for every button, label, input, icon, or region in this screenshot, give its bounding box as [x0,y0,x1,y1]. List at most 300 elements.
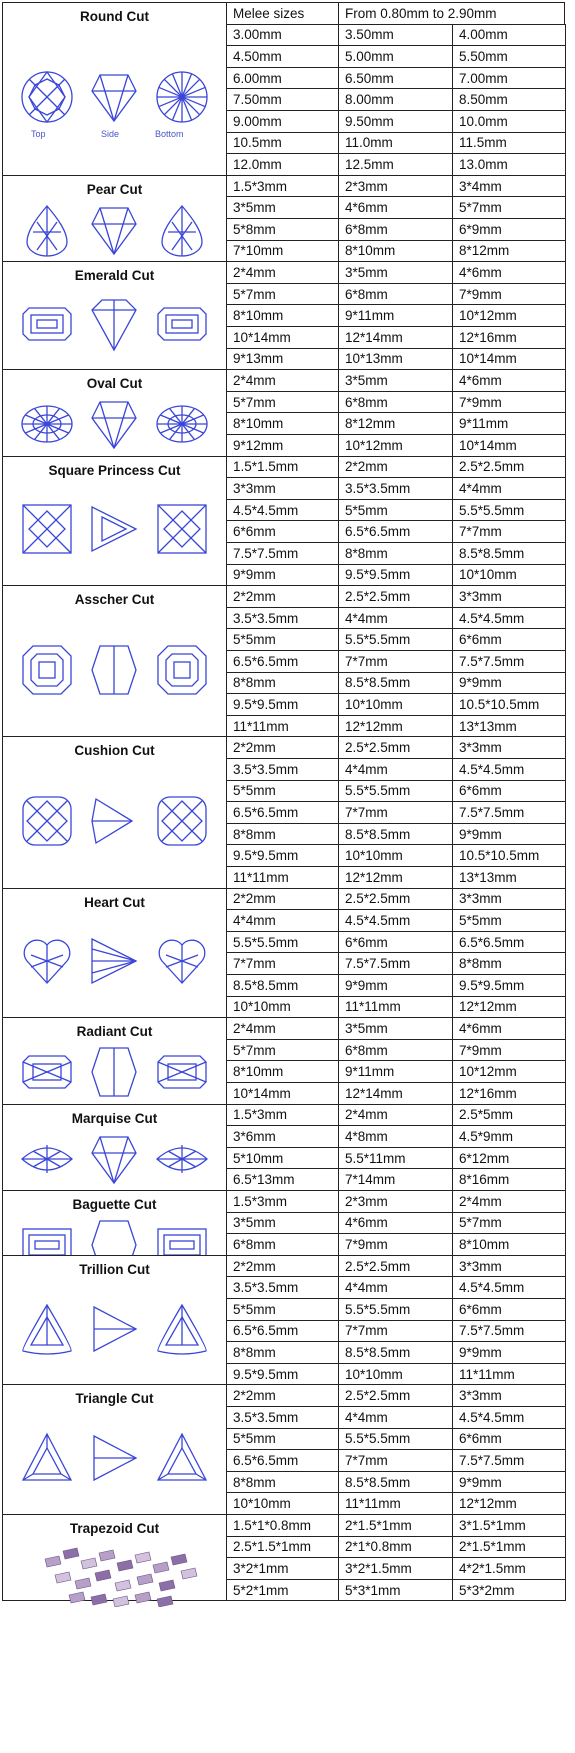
cut-cell-heart [2,888,227,1019]
size-cell: 6*6mm [452,780,566,803]
size-cell: 2*1.5*1mm [338,1514,453,1537]
emerald-bottom-view-icon [154,296,210,352]
asscher-side-view-icon [86,642,142,698]
size-cell: 10*10mm [226,996,339,1019]
size-cell: 3*2*1mm [226,1557,339,1580]
size-cell: 5*5mm [226,628,339,651]
size-cell: 4.5*4.5mm [452,1276,566,1299]
size-cell: 8*8mm [226,1341,339,1364]
size-cell: 8*8mm [338,542,453,565]
size-cell: 5.5*5.5mm [338,628,453,651]
size-cell: 12.5mm [338,153,453,176]
size-cell: 7*9mm [452,283,566,306]
size-cell: 8*10mm [452,1233,566,1256]
cut-diagrams [3,933,226,993]
size-cell: 2*2mm [338,456,453,479]
size-cell: 4*4mm [338,1276,453,1299]
size-cell: 2.5*2.5mm [338,736,453,759]
size-cell: 2*2mm [226,585,339,608]
size-cell: 9*12mm [226,434,339,457]
size-cell: 4*4mm [338,607,453,630]
size-cell: 6*6mm [452,1428,566,1451]
size-cell: 7.5*7.5mm [452,1320,566,1343]
cut-name: Trapezoid Cut [69,1521,160,1536]
cut-name: Emerald Cut [74,268,155,284]
size-cell: 6*9mm [452,218,566,241]
cut-name: Baguette Cut [72,1197,157,1212]
size-cell: 8*12mm [338,412,453,435]
size-cell: 6*8mm [338,391,453,414]
size-cell: 7*7mm [338,1320,453,1343]
size-cell: 4*8mm [338,1125,453,1148]
cut-name: Heart Cut [84,894,145,910]
size-cell: 12*12mm [338,715,453,738]
cut-cell-triangle [2,1384,227,1515]
round-bottom-view-icon [154,69,210,125]
size-cell: 9*11mm [452,412,566,435]
size-cell: 5*7mm [226,1039,339,1062]
size-cell: 8*8mm [226,672,339,695]
size-cell: 5*7mm [452,1212,566,1235]
size-cell: 5*8mm [226,218,339,241]
size-cell: 7.50mm [226,88,339,111]
size-cell: 2*1.5*1mm [452,1536,566,1559]
size-cell: 5*7mm [452,196,566,219]
size-cell: 8.5*8.5mm [338,1341,453,1364]
size-cell: 3*1.5*1mm [452,1514,566,1537]
size-cell: 6*6mm [338,931,453,954]
size-cell: 9.00mm [226,110,339,133]
size-cell: 7*14mm [338,1168,453,1191]
size-cell: 8*8mm [226,823,339,846]
cut-name: Oval Cut [86,376,143,392]
size-cell: 10*14mm [226,326,339,349]
size-cell: 9.5*9.5mm [338,564,453,587]
size-cell: 1.5*3mm [226,175,339,198]
size-cell: 12*14mm [338,1082,453,1105]
size-cell: 3.50mm [338,24,453,47]
size-cell: 7*7mm [338,650,453,673]
size-cell: 8.5*8.5mm [338,1471,453,1494]
size-cell: 4.5*9mm [452,1125,566,1148]
size-cell: 6.5*6.5mm [226,650,339,673]
size-cell: 3*3mm [452,736,566,759]
size-cell: 6*8mm [338,1039,453,1062]
size-cell: 11*11mm [226,715,339,738]
size-cell: 4*2*1.5mm [452,1557,566,1580]
size-cell: 10*12mm [452,1060,566,1083]
size-cell: 10.0mm [452,110,566,133]
size-cell: 9*11mm [338,304,453,327]
size-cell: 4.5*4.5mm [452,607,566,630]
size-cell: 7.00mm [452,67,566,90]
cut-diagrams [3,501,226,561]
triangle-top-view-icon [19,1430,75,1486]
size-cell: 5.5*5.5mm [226,931,339,954]
size-cell: 2*3mm [338,175,453,198]
size-cell: 4.5*4.5mm [452,758,566,781]
heart-side-view-icon [86,933,142,989]
size-cell: 3*4mm [452,175,566,198]
size-cell: 6.50mm [338,67,453,90]
triangle-bottom-view-icon [154,1430,210,1486]
size-cell: 10*10mm [226,1492,339,1515]
size-cell: 8*10mm [338,240,453,263]
size-cell: 10*14mm [452,348,566,371]
cut-diagrams [3,642,226,702]
size-cell: 10*10mm [338,844,453,867]
size-cell: 2.5*2.5mm [338,888,453,911]
size-cell: 9*9mm [452,1341,566,1364]
size-cell: 7.5*7.5mm [452,801,566,824]
size-cell: 1.5*1.5mm [226,456,339,479]
size-cell: 5*2*1mm [226,1579,339,1602]
princess-top-view-icon [19,501,75,557]
label-side: Side [101,129,120,140]
cushion-top-view-icon [19,793,75,849]
size-cell: 6.5*6.5mm [452,931,566,954]
size-cell: 7*7mm [338,801,453,824]
cut-cell-cushion [2,736,227,888]
size-cell: 6*6mm [452,1298,566,1321]
marquise-side-view-icon [86,1131,142,1187]
oval-top-view-icon [19,396,75,452]
size-cell: 4*4mm [226,909,339,932]
size-cell: 5*10mm [226,1147,339,1170]
size-cell: 2*1*0.8mm [338,1536,453,1559]
size-cell: 9.5*9.5mm [226,844,339,867]
size-cell: 4*6mm [452,369,566,392]
triangle-side-view-icon [86,1430,142,1486]
size-cell: 8.5*8.5mm [452,542,566,565]
size-cell: 2*4mm [226,369,339,392]
size-cell: 6.5*6.5mm [226,801,339,824]
size-cell: 5.5*11mm [338,1147,453,1170]
size-cell: 12*16mm [452,1082,566,1105]
cut-diagrams [3,1131,226,1191]
size-cell: 2*3mm [338,1190,453,1213]
size-cell: 11*11mm [452,1363,566,1386]
size-cell: 11*11mm [226,866,339,889]
size-cell: 9*9mm [338,974,453,997]
size-cell: 3*3mm [452,585,566,608]
size-cell: 8*10mm [226,1060,339,1083]
size-cell: 4*6mm [338,196,453,219]
size-cell: 6.5*6.5mm [226,1320,339,1343]
cut-diagrams [3,69,226,129]
size-cell: 3*2*1.5mm [338,1557,453,1580]
cut-name: Radiant Cut [76,1024,153,1040]
size-cell: 9.50mm [338,110,453,133]
size-cell: 13*13mm [452,866,566,889]
size-cell: 5*5mm [226,1298,339,1321]
cut-cell-oval [2,369,227,456]
marquise-top-view-icon [19,1131,75,1187]
oval-side-view-icon [86,396,142,452]
size-cell: 10.5mm [226,132,339,155]
cut-cell-baguette [2,1190,227,1256]
cut-name: Trillion Cut [79,1261,150,1277]
size-cell: 10*13mm [338,348,453,371]
size-cell: 6*12mm [452,1147,566,1170]
trillion-bottom-view-icon [154,1301,210,1357]
size-cell: 6*8mm [338,218,453,241]
size-cell: 7*7mm [338,1449,453,1472]
size-cell: 2*4mm [452,1190,566,1213]
size-cell: 10*12mm [338,434,453,457]
cut-cell-asscher [2,585,227,737]
princess-bottom-view-icon [154,501,210,557]
size-cell: 5*3*1mm [338,1579,453,1602]
cut-cell-trillion [2,1255,227,1386]
size-cell: 3*6mm [226,1125,339,1148]
heart-bottom-view-icon [154,933,210,989]
size-cell: 10*14mm [226,1082,339,1105]
size-cell: 8.5*8.5mm [226,974,339,997]
size-cell: 4.50mm [226,45,339,68]
size-cell: 5.5*5.5mm [338,1428,453,1451]
size-cell: 9*13mm [226,348,339,371]
size-cell: 12*12mm [338,866,453,889]
header-melee-sizes: Melee sizes [226,2,339,25]
radiant-top-view-icon [19,1044,75,1100]
asscher-top-view-icon [19,642,75,698]
cushion-bottom-view-icon [154,793,210,849]
cut-diagrams [3,202,226,262]
cut-diagrams [3,793,226,853]
size-cell: 4.00mm [452,24,566,47]
round-top-view-icon [19,69,75,125]
round-side-view-icon [86,69,142,125]
header-size-range: From 0.80mm to 2.90mm [338,2,565,25]
size-cell: 11*11mm [338,1492,453,1515]
size-cell: 7.5*7.5mm [226,542,339,565]
size-cell: 7.5*7.5mm [338,952,453,975]
size-cell: 3*5mm [338,261,453,284]
cut-diagrams [3,1430,226,1490]
size-cell: 12*14mm [338,326,453,349]
size-cell: 6.5*6.5mm [226,1449,339,1472]
pear-side-view-icon [86,202,142,258]
size-cell: 8.00mm [338,88,453,111]
asscher-bottom-view-icon [154,642,210,698]
cut-cell-round [2,2,227,176]
size-cell: 5.00mm [338,45,453,68]
size-cell: 7*10mm [226,240,339,263]
cut-cell-radiant [2,1017,227,1104]
emerald-side-view-icon [86,296,142,352]
cut-diagrams [3,1541,226,1601]
cut-diagrams [3,296,226,356]
cut-cell-pear [2,175,227,262]
size-cell: 9*9mm [226,564,339,587]
size-cell: 2*4mm [226,1017,339,1040]
cut-cell-trapezoid [2,1514,227,1601]
size-cell: 10*10mm [338,1363,453,1386]
size-cell: 7.5*7.5mm [452,650,566,673]
label-top: Top [31,129,46,140]
size-cell: 2*2mm [226,1255,339,1278]
size-cell: 6*6mm [226,520,339,543]
trillion-top-view-icon [19,1301,75,1357]
size-cell: 12*12mm [452,996,566,1019]
size-cell: 10.5*10.5mm [452,693,566,716]
size-cell: 5*5mm [226,1428,339,1451]
cut-diagrams [3,1301,226,1361]
size-cell: 10*10mm [338,693,453,716]
size-cell: 3*3mm [226,477,339,500]
size-cell: 3*3mm [452,1384,566,1407]
size-cell: 2.5*2.5mm [452,456,566,479]
size-cell: 5*7mm [226,391,339,414]
size-cell: 7.5*7.5mm [452,1449,566,1472]
heart-top-view-icon [19,933,75,989]
size-cell: 4*6mm [452,1017,566,1040]
princess-side-view-icon [86,501,142,557]
cut-cell-princess [2,456,227,587]
size-cell: 8.5*8.5mm [338,672,453,695]
size-cell: 10*10mm [452,564,566,587]
size-cell: 2.5*5mm [452,1104,566,1127]
size-cell: 2*4mm [338,1104,453,1127]
size-cell: 9.5*9.5mm [452,974,566,997]
cut-diagrams [3,396,226,456]
size-cell: 4.5*4.5mm [226,499,339,522]
size-cell: 10.5*10.5mm [452,844,566,867]
cut-name: Square Princess Cut [48,462,181,478]
size-cell: 7*7mm [226,952,339,975]
size-cell: 4*4mm [338,758,453,781]
size-cell: 4.5*4.5mm [452,1406,566,1429]
size-cell: 4*4mm [338,1406,453,1429]
size-cell: 5*3*2mm [452,1579,566,1602]
emerald-top-view-icon [19,296,75,352]
size-cell: 1.5*3mm [226,1104,339,1127]
label-bottom: Bottom [155,129,184,140]
size-cell: 7*9mm [452,391,566,414]
size-cell: 4*6mm [452,261,566,284]
size-cell: 8*12mm [452,240,566,263]
cut-name: Pear Cut [86,181,143,197]
size-cell: 6.5*13mm [226,1168,339,1191]
size-cell: 2.5*2.5mm [338,585,453,608]
pear-top-view-icon [19,202,75,258]
size-cell: 8*8mm [226,1471,339,1494]
cut-name: Triangle Cut [75,1391,154,1407]
size-cell: 8.50mm [452,88,566,111]
size-cell: 7*9mm [452,1039,566,1062]
size-cell: 9.5*9.5mm [226,693,339,716]
trapezoid-stones-icon [25,1541,205,1607]
size-cell: 9*9mm [452,672,566,695]
size-cell: 5*5mm [226,780,339,803]
size-cell: 6.5*6.5mm [338,520,453,543]
size-cell: 13*13mm [452,715,566,738]
size-cell: 7*9mm [338,1233,453,1256]
size-cell: 8*10mm [226,304,339,327]
size-cell: 3.5*3.5mm [226,1406,339,1429]
size-cell: 3.00mm [226,24,339,47]
size-cell: 6*6mm [452,628,566,651]
size-cell: 1.5*3mm [226,1190,339,1213]
size-cell: 3*3mm [452,888,566,911]
size-cell: 2*2mm [226,888,339,911]
size-cell: 2.5*1.5*1mm [226,1536,339,1559]
size-cell: 2.5*2.5mm [338,1384,453,1407]
size-cell: 9.5*9.5mm [226,1363,339,1386]
size-cell: 2*2mm [226,736,339,759]
cut-name: Round Cut [80,9,149,24]
size-cell: 5.5*5.5mm [452,499,566,522]
size-cell: 13.0mm [452,153,566,176]
size-cell: 4*4mm [452,477,566,500]
size-cell: 11.5mm [452,132,566,155]
size-cell: 10*14mm [452,434,566,457]
size-cell: 5*5mm [452,909,566,932]
size-cell: 8*10mm [226,412,339,435]
size-cell: 11*11mm [338,996,453,1019]
pear-bottom-view-icon [154,202,210,258]
size-cell: 3.5*3.5mm [338,477,453,500]
size-cell: 3.5*3.5mm [226,1276,339,1299]
size-cell: 8*8mm [452,952,566,975]
size-cell: 3*5mm [226,1212,339,1235]
radiant-side-view-icon [86,1044,142,1100]
cut-name: Cushion Cut [74,743,155,759]
size-cell: 6.00mm [226,67,339,90]
size-cell: 7*7mm [452,520,566,543]
size-cell: 11.0mm [338,132,453,155]
size-cell: 2.5*2.5mm [338,1255,453,1278]
size-cell: 5.5*5.5mm [338,1298,453,1321]
size-cell: 3*5mm [338,369,453,392]
size-cell: 5.5*5.5mm [338,780,453,803]
size-cell: 1.5*1*0.8mm [226,1514,339,1537]
cut-name: Marquise Cut [71,1110,158,1126]
size-cell: 12*12mm [452,1492,566,1515]
size-cell: 8*16mm [452,1168,566,1191]
trillion-side-view-icon [86,1301,142,1357]
size-cell: 10*12mm [452,304,566,327]
size-cell: 9*9mm [452,1471,566,1494]
size-cell: 8.5*8.5mm [338,823,453,846]
size-cell: 3*3mm [452,1255,566,1278]
size-cell: 9*11mm [338,1060,453,1083]
size-cell: 2*2mm [226,1384,339,1407]
size-cell: 3.5*3.5mm [226,607,339,630]
size-cell: 4*6mm [338,1212,453,1235]
cut-diagrams [3,1044,226,1104]
marquise-bottom-view-icon [154,1131,210,1187]
size-cell: 6*8mm [338,283,453,306]
size-cell: 6*8mm [226,1233,339,1256]
size-cell: 4.5*4.5mm [338,909,453,932]
size-cell: 3*5mm [338,1017,453,1040]
cut-cell-emerald [2,261,227,370]
cut-name: Asscher Cut [74,592,155,608]
size-cell: 2*4mm [226,261,339,284]
size-cell: 5*7mm [226,283,339,306]
oval-bottom-view-icon [154,396,210,452]
radiant-bottom-view-icon [154,1044,210,1100]
size-cell: 5.50mm [452,45,566,68]
size-cell: 3*5mm [226,196,339,219]
size-cell: 3.5*3.5mm [226,758,339,781]
size-cell: 5*5mm [338,499,453,522]
cushion-side-view-icon [86,793,142,849]
size-cell: 12*16mm [452,326,566,349]
size-cell: 9*9mm [452,823,566,846]
